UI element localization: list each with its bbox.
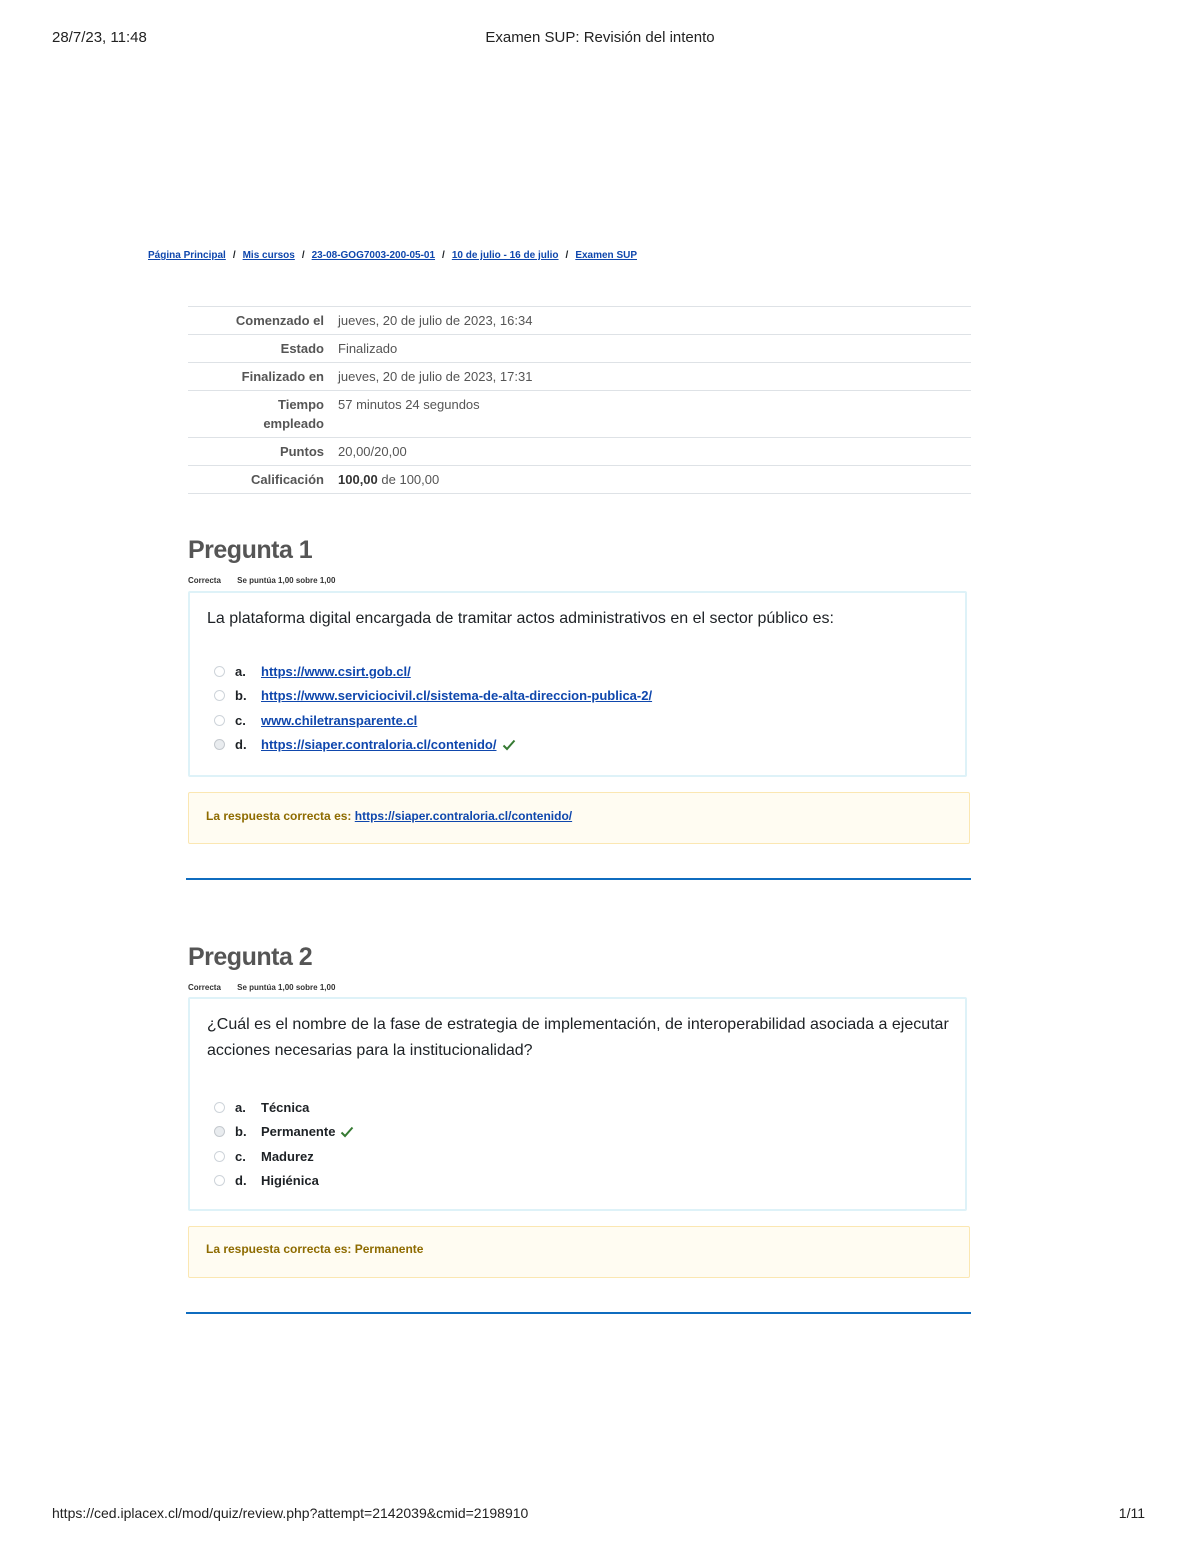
option-label: Permanente — [261, 1124, 336, 1140]
feedback-text — [206, 809, 572, 823]
answer-option[interactable] — [214, 659, 652, 684]
answer-options — [214, 659, 652, 757]
summary-row-finished — [188, 363, 971, 391]
option-letter: b. — [235, 1124, 247, 1140]
breadcrumb-my-courses[interactable]: Mis cursos — [242, 250, 295, 261]
print-url: https://ced.iplacex.cl/mod/quiz/review.php?attempt=2142039&cmid=2198910 — [52, 1505, 529, 1521]
answer-options — [214, 1095, 354, 1193]
summary-row-time — [188, 391, 971, 438]
option-letter: d. — [235, 1173, 247, 1189]
summary-row-state — [188, 335, 971, 363]
answer-option[interactable] — [214, 708, 652, 733]
question-grade: Se puntúa 1,00 sobre 1,00 — [237, 576, 336, 585]
grade-score: 100,00 — [338, 472, 378, 487]
option-label: Higiénica — [261, 1173, 319, 1189]
question-2-title: Pregunta 2 — [188, 943, 313, 971]
option-letter: c. — [235, 712, 246, 728]
breadcrumb-separator: / — [301, 250, 305, 261]
breadcrumb-separator: / — [232, 250, 236, 261]
question-2-feedback — [188, 1226, 970, 1278]
answer-option[interactable] — [214, 684, 652, 709]
breadcrumb-week[interactable]: 10 de julio - 16 de julio — [451, 250, 559, 261]
radio-button[interactable] — [214, 715, 225, 726]
print-header — [0, 29, 1200, 49]
summary-value: jueves, 20 de julio de 2023, 16:34 — [338, 313, 533, 328]
option-label: Madurez — [261, 1148, 314, 1164]
question-divider — [186, 878, 971, 880]
print-page-number: 1/11 — [1118, 1505, 1145, 1521]
question-2-box — [188, 997, 967, 1211]
answer-option[interactable] — [214, 1144, 354, 1169]
radio-button[interactable] — [214, 690, 225, 701]
option-letter: a. — [235, 1099, 246, 1115]
summary-value — [338, 466, 971, 494]
feedback-answer-link[interactable]: https://siaper.contraloria.cl/contenido/ — [354, 809, 573, 823]
summary-row-grade — [188, 466, 971, 494]
option-link[interactable]: www.chiletransparente.cl — [261, 712, 418, 728]
breadcrumb-separator: / — [565, 250, 569, 261]
summary-label: Comenzado el — [235, 313, 324, 328]
feedback-label: La respuesta correcta es: — [206, 809, 352, 823]
breadcrumb-exam[interactable]: Examen SUP — [575, 250, 638, 261]
radio-button[interactable] — [214, 1175, 225, 1186]
option-letter: a. — [235, 663, 246, 679]
question-text: ¿Cuál es el nombre de la fase de estrategia de implementación, de interoperabilidad asociada a ejecutar acciones necesarias para la institucionalidad? — [207, 1016, 949, 1059]
summary-value: Finalizado — [338, 341, 398, 356]
radio-button-checked[interactable] — [214, 739, 225, 750]
attempt-summary-table — [188, 306, 971, 494]
feedback-text — [206, 1242, 423, 1256]
option-letter: c. — [235, 1148, 246, 1164]
answer-option-selected[interactable] — [214, 1120, 354, 1145]
question-2-info — [188, 983, 335, 992]
summary-label: Calificación — [251, 472, 324, 487]
option-letter: d. — [235, 737, 247, 753]
summary-value: 57 minutos 24 segundos — [338, 397, 480, 412]
radio-button-checked[interactable] — [214, 1126, 225, 1137]
summary-value: 20,00/20,00 — [338, 444, 407, 459]
check-icon — [502, 739, 516, 751]
option-link[interactable]: https://www.csirt.gob.cl/ — [261, 663, 411, 679]
answer-option[interactable] — [214, 1169, 354, 1194]
question-1-feedback — [188, 792, 970, 844]
breadcrumb-course[interactable]: 23-08-GOG7003-200-05-01 — [311, 250, 436, 261]
breadcrumb — [148, 250, 637, 261]
grade-rest: de 100,00 — [381, 472, 440, 487]
feedback-label: La respuesta correcta es: — [206, 1242, 352, 1256]
summary-label: Puntos — [279, 444, 324, 459]
option-link[interactable]: https://siaper.contraloria.cl/contenido/ — [261, 737, 497, 753]
summary-label: Finalizado en — [241, 369, 324, 384]
option-link[interactable]: https://www.serviciocivil.cl/sistema-de-alta-direccion-publica-2/ — [261, 688, 653, 704]
summary-row-points — [188, 438, 971, 466]
question-1-title: Pregunta 1 — [188, 536, 313, 564]
check-icon — [340, 1126, 354, 1138]
feedback-answer: Permanente — [354, 1242, 424, 1256]
radio-button[interactable] — [214, 1102, 225, 1113]
question-divider — [186, 1312, 971, 1314]
radio-button[interactable] — [214, 666, 225, 677]
question-text: La plataforma digital encargada de tramitar actos administrativos en el sector público es: — [207, 610, 834, 627]
answer-option[interactable] — [214, 1095, 354, 1120]
summary-value: jueves, 20 de julio de 2023, 17:31 — [338, 369, 533, 384]
summary-label-line: empleado — [263, 416, 324, 431]
summary-label-line: Tiempo — [278, 397, 324, 412]
answer-option-selected[interactable] — [214, 733, 652, 758]
summary-row-started — [188, 307, 971, 335]
print-title: Examen SUP: Revisión del intento — [485, 29, 715, 46]
summary-label — [188, 391, 338, 438]
question-grade: Se puntúa 1,00 sobre 1,00 — [237, 983, 336, 992]
question-1-box — [188, 591, 967, 777]
option-letter: b. — [235, 688, 247, 704]
question-1-info — [188, 576, 335, 585]
question-status: Correcta — [188, 576, 221, 585]
print-date: 28/7/23, 11:48 — [52, 29, 147, 46]
question-status: Correcta — [188, 983, 221, 992]
radio-button[interactable] — [214, 1151, 225, 1162]
print-footer — [0, 1505, 1200, 1525]
breadcrumb-separator: / — [442, 250, 445, 261]
option-label: Técnica — [261, 1099, 310, 1115]
breadcrumb-home[interactable]: Página Principal — [148, 250, 226, 261]
summary-label: Estado — [280, 341, 324, 356]
